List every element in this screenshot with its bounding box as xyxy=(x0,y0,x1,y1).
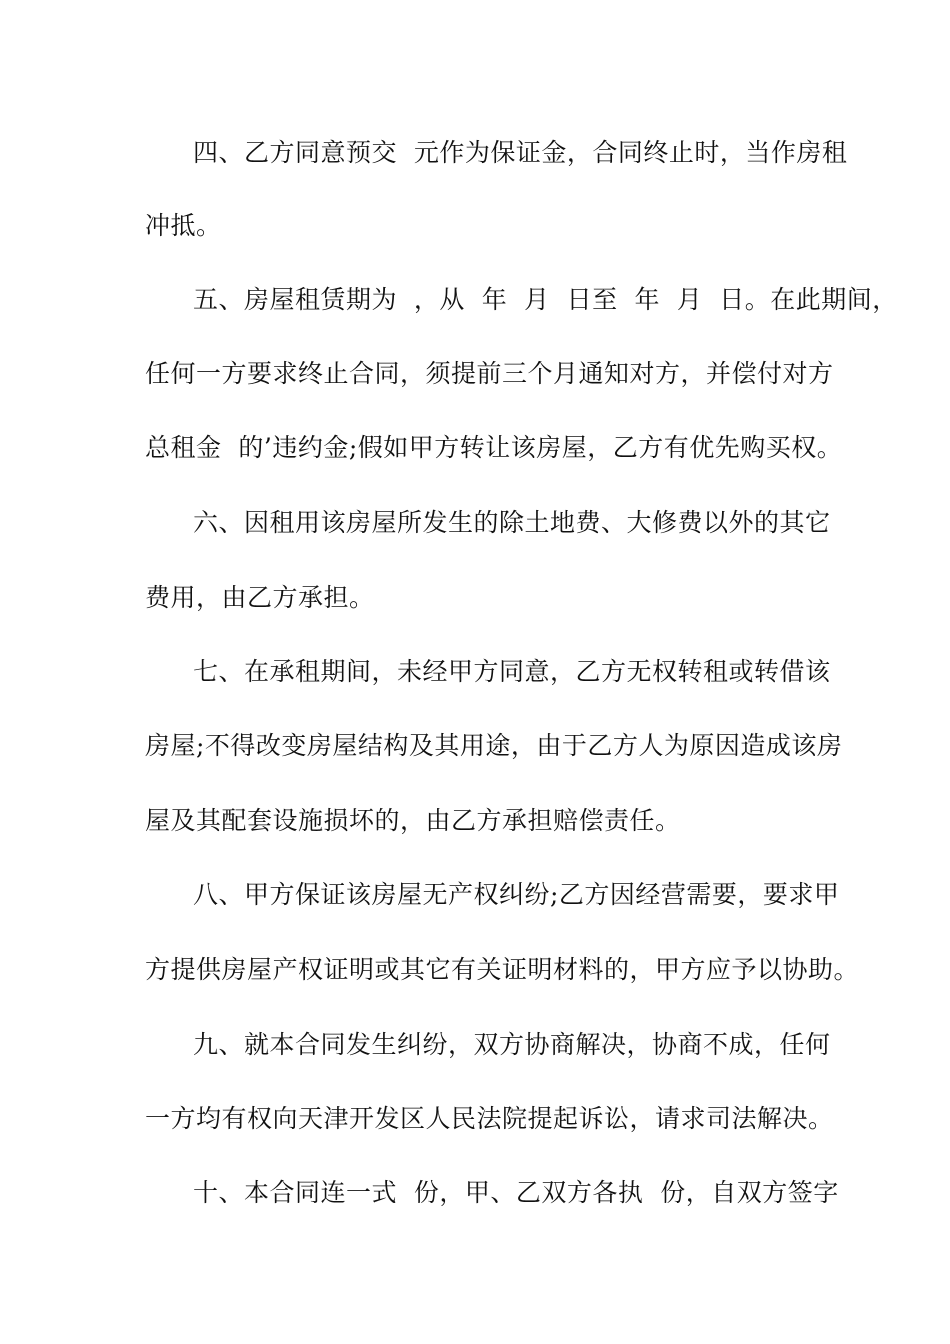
clause-7-line-1: 七、在承租期间，未经甲方同意，乙方无权转租或转借该 xyxy=(193,657,831,686)
clause-8-line-1: 八、甲方保证该房屋无产权纠纷;乙方因经营需要，要求甲 xyxy=(193,880,840,909)
clause-7-line-2: 房屋;不得改变房屋结构及其用途，由于乙方人为原因造成该房 xyxy=(145,731,843,760)
clause-4-line-2: 冲抵。 xyxy=(145,211,222,240)
clause-7-line-3: 屋及其配套设施损坏的，由乙方承担赔偿责任。 xyxy=(145,806,681,835)
clause-9-line-2: 一方均有权向天津开发区人民法院提起诉讼，请求司法解决。 xyxy=(145,1104,834,1133)
clause-10-line-1: 十、本合同连一式 份，甲、乙双方各执 份，自双方签字 xyxy=(193,1178,839,1207)
clause-8-line-2: 方提供房屋产权证明或其它有关证明材料的，甲方应予以协助。 xyxy=(145,955,860,984)
clause-5-line-2: 任何一方要求终止合同，须提前三个月通知对方，并偿付对方 xyxy=(145,359,834,388)
clause-5-line-3: 总租金 的’违约金;假如甲方转让该房屋，乙方有优先购买权。 xyxy=(145,433,843,462)
clause-4-line-1: 四、乙方同意预交 元作为保证金，合同终止时，当作房租 xyxy=(193,138,848,167)
clause-6-line-1: 六、因租用该房屋所发生的除土地费、大修费以外的其它 xyxy=(193,508,831,537)
clause-6-line-2: 费用，由乙方承担。 xyxy=(145,583,375,612)
clause-9-line-1: 九、就本合同发生纠纷，双方协商解决，协商不成，任何 xyxy=(193,1030,831,1059)
clause-5-line-1: 五、房屋租赁期为 ，从 年 月 日至 年 月 日。在此期间， xyxy=(193,285,898,314)
